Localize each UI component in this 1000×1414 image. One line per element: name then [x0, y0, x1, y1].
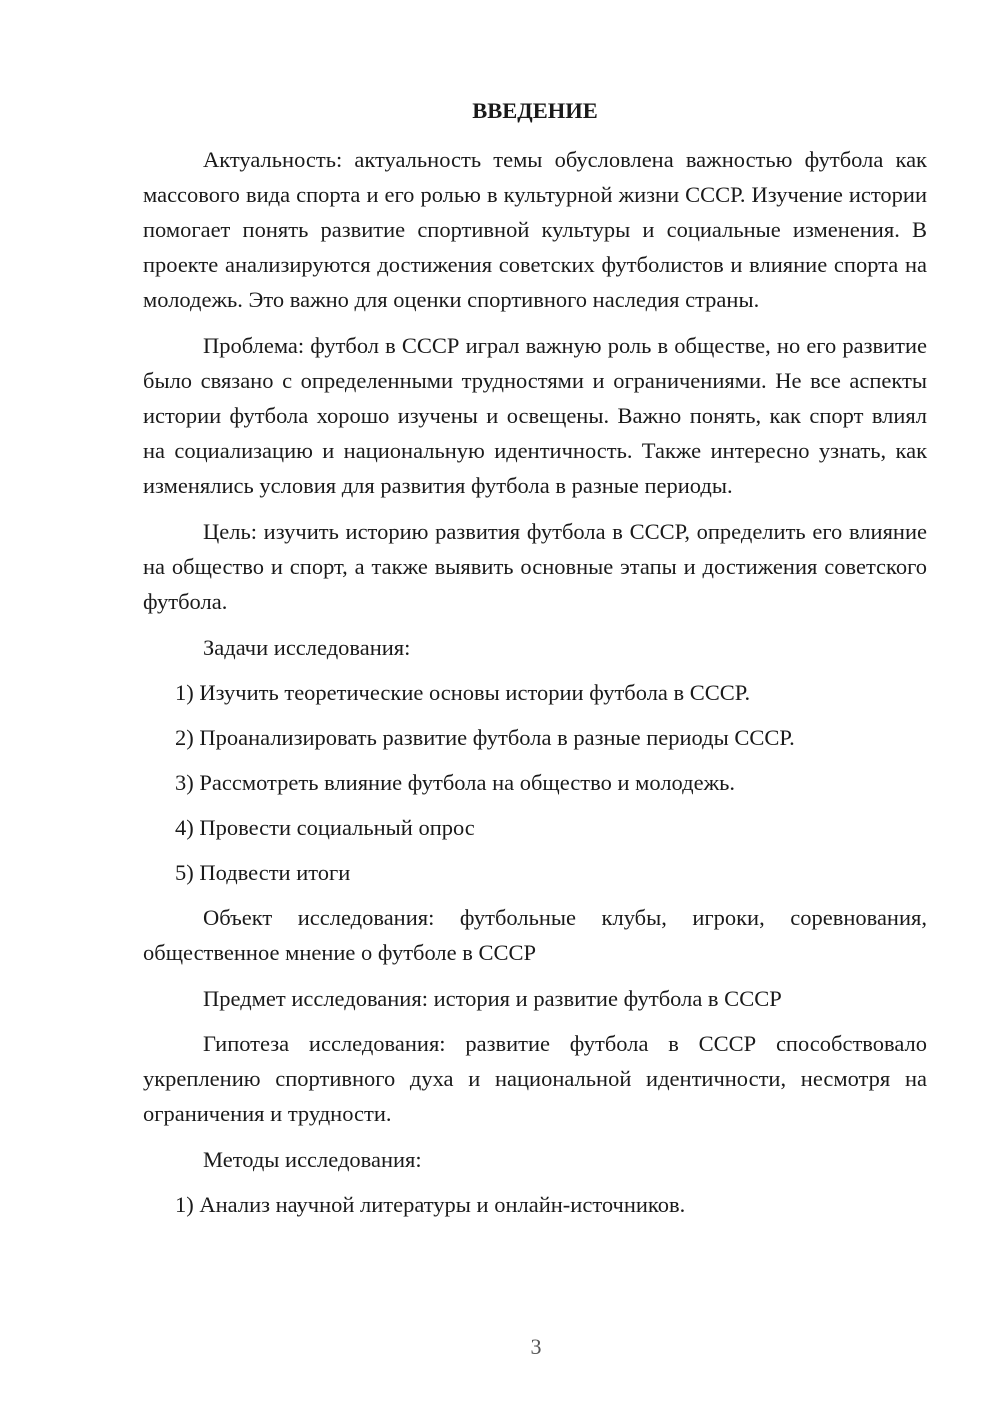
list-item: 5) Подвести итоги [175, 860, 351, 885]
list-item: 1) Анализ научной литературы и онлайн-источников. [175, 1192, 686, 1217]
subject-paragraph: Предмет исследования: история и развитие футбола в СССР [203, 986, 782, 1011]
list-item: 2) Проанализировать развитие футбола в разные периоды СССР. [175, 725, 795, 750]
page-number: 3 [530, 1334, 542, 1359]
relevance-paragraph: Актуальность: актуальность темы обусловлена важностью футбола как массового вида спорта и его ролью в культурной жизни СССР. Изучение истории помогает понять развитие спортивной культуры и социальные изменения. В проекте анализируются достижения советских футболистов и влияние спорта на молодежь. Это важно для оценки спортивного наследия страны. [143, 147, 927, 312]
list-item: 4) Провести социальный опрос [175, 815, 475, 840]
goal-paragraph: Цель: изучить историю развития футбола в СССР, определить его влияние на общество и спорт, а также выявить основные этапы и достижения советского футбола. [143, 519, 927, 614]
tasks-heading: Задачи исследования: [203, 635, 411, 660]
list-item: 3) Рассмотреть влияние футбола на общество и молодежь. [175, 770, 736, 795]
tasks-list [143, 675, 927, 890]
methods-heading: Методы исследования: [203, 1147, 422, 1172]
hypothesis-paragraph: Гипотеза исследования: развитие футбола в СССР способствовало укреплению спортивного духа и национальной идентичности, несмотря на ограничения и трудности. [143, 1031, 927, 1126]
page-content [143, 93, 927, 1232]
object-paragraph: Объект исследования: футбольные клубы, игроки, соревнования, общественное мнение о футболе в СССР [143, 905, 927, 965]
problem-paragraph: Проблема: футбол в СССР играл важную роль в обществе, но его развитие было связано с определенными трудностями и ограничениями. Не все аспекты истории футбола хорошо изучены и освещены. Важно понять, как спорт влиял на социализацию и национальную идентичность. Также интересно узнать, как изменялись условия для развития футбола в разные периоды. [143, 333, 927, 498]
list-item: 1) Изучить теоретические основы истории футбола в СССР. [175, 680, 751, 705]
methods-list [143, 1187, 927, 1222]
section-heading: ВВЕДЕНИЕ [472, 98, 598, 123]
